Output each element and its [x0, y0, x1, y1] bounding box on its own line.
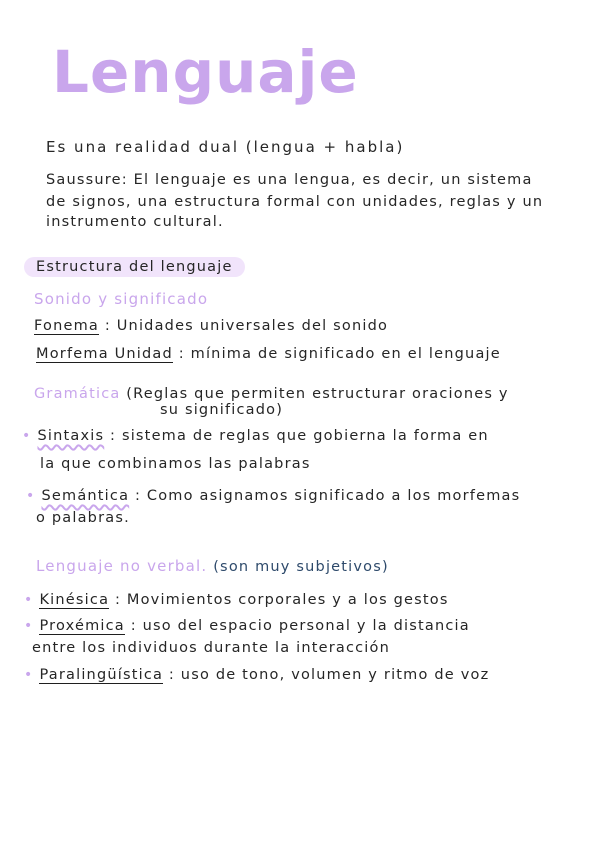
bullet-dot: • [26, 488, 36, 504]
proxemica-row [24, 618, 470, 634]
sintaxis-def-1: : sistema de reglas que gobierna la forma en [110, 428, 489, 444]
semantica-def-2: o palabras. [36, 510, 130, 526]
estructura-heading: Estructura del lenguaje [24, 257, 245, 277]
gramatica-def-2: su significado) [160, 402, 284, 418]
no-verbal-heading-row [36, 557, 389, 575]
sintaxis-row [22, 428, 489, 444]
proxemica-def-2: entre los individuos durante la interacción [32, 640, 390, 656]
saussure-line-1: Saussure: El lenguaje es una lengua, es decir, un sistema [46, 172, 533, 188]
morfema-row [36, 346, 501, 362]
paralinguistica-def: : uso de tono, volumen y ritmo de voz [168, 667, 490, 683]
fonema-term: Fonema [34, 318, 100, 334]
sonido-subheading: Sonido y significado [34, 290, 209, 308]
sintaxis-def-2: la que combinamos las palabras [40, 456, 311, 472]
bullet-dot: • [24, 592, 34, 608]
gramatica-term: Gramática [34, 386, 121, 402]
kinesica-def: : Movimientos corporales y a los gestos [114, 592, 449, 608]
bullet-dot: • [24, 667, 34, 683]
bullet-dot: • [22, 428, 32, 444]
semantica-row [26, 488, 520, 504]
fonema-row [34, 318, 388, 334]
proxemica-def-1: : uso del espacio personal y la distancia [130, 618, 470, 634]
proxemica-term: Proxémica [39, 618, 125, 634]
saussure-line-3: instrumento cultural. [46, 214, 224, 230]
paralinguistica-term: Paralingüística [39, 667, 164, 683]
semantica-term: Semántica [41, 488, 130, 504]
no-verbal-note: (son muy subjetivos) [213, 559, 389, 575]
semantica-def-1: : Como asignamos significado a los morfemas [134, 488, 521, 504]
gramatica-row [34, 386, 509, 402]
fonema-def: : Unidades universales del sonido [104, 318, 389, 334]
morfema-def: : mínima de significado en el lenguaje [178, 346, 501, 362]
intro-line: Es una realidad dual (lengua + habla) [46, 138, 405, 156]
sintaxis-term: Sintaxis [37, 428, 105, 444]
page-title: Lenguaje [52, 38, 359, 106]
bullet-dot: • [24, 618, 34, 634]
morfema-term: Morfema Unidad [36, 346, 173, 362]
saussure-line-2: de signos, una estructura formal con unidades, reglas y un [46, 194, 544, 210]
paralinguistica-row [24, 667, 489, 683]
no-verbal-heading: Lenguaje no verbal. [36, 557, 208, 575]
kinesica-term: Kinésica [39, 592, 110, 608]
gramatica-def-1: (Reglas que permiten estructurar oraciones y [126, 386, 509, 402]
kinesica-row [24, 592, 449, 608]
